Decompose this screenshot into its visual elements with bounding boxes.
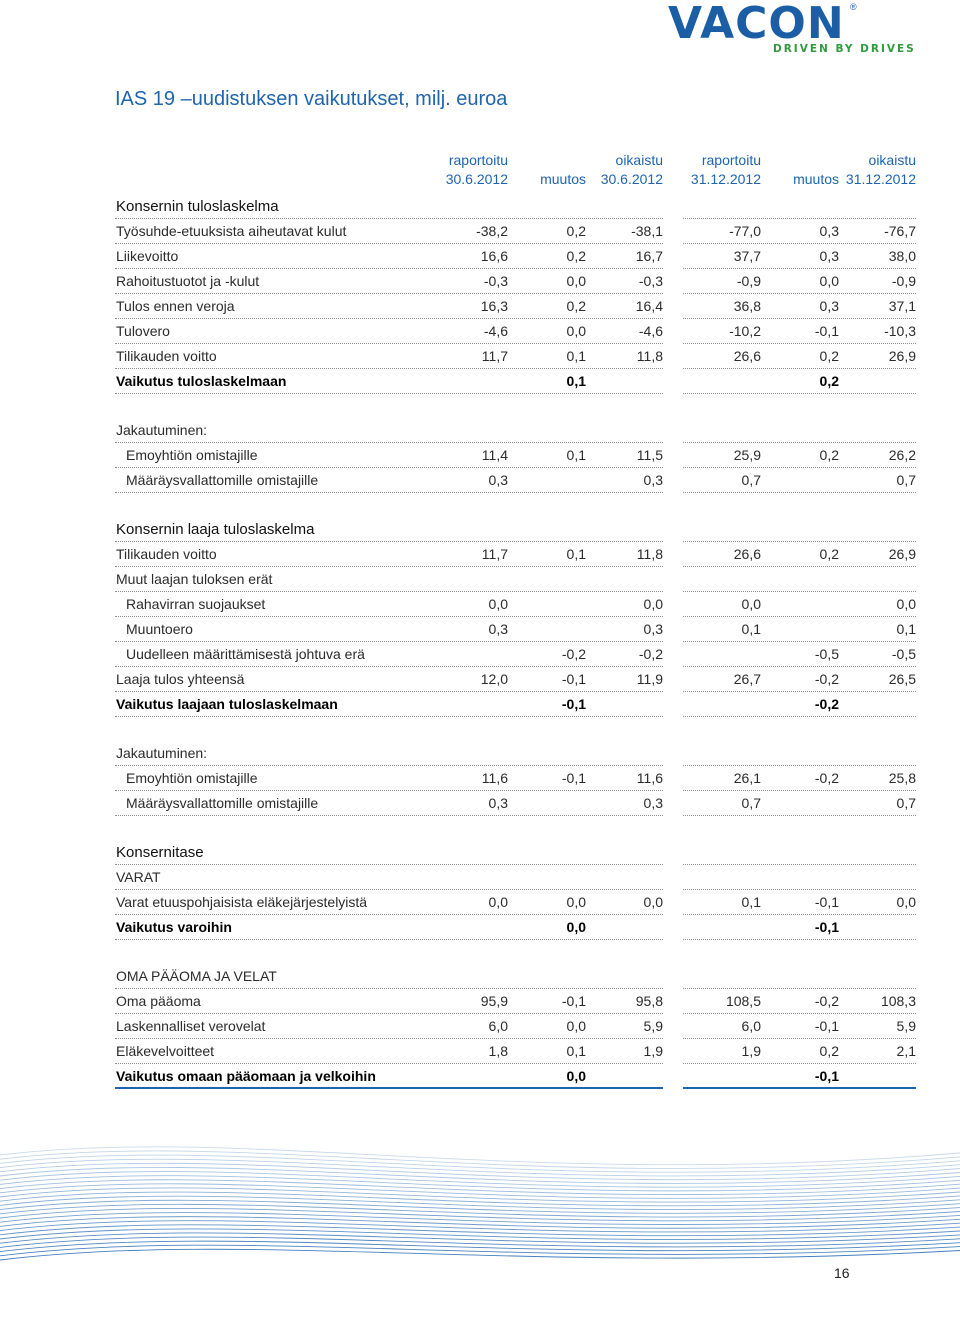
table-cell: 0,0 [896,596,916,612]
table-cell: 5,9 [643,1018,663,1034]
row-label: Laaja tulos yhteensä [116,671,245,687]
row-label: Tilikauden voitto [116,546,217,562]
table-cell: -0,1 [561,770,586,786]
table-cell: 0,0 [488,894,508,910]
table-cell: -76,7 [884,223,916,239]
logo-wordmark: VACON [668,0,845,49]
row-label: Emoyhtiön omistajille [126,447,258,463]
row-label: Vaikutus laajaan tuloslaskelmaan [116,696,338,712]
table-cell: 0,0 [566,919,586,935]
table-cell: 0,3 [488,621,508,637]
table-row [115,791,916,816]
header-line: 30.6.2012 [600,171,663,187]
table-row [115,418,916,443]
table-cell: 0,1 [741,894,761,910]
table-cell: -0,2 [814,770,839,786]
table-cell: -0,5 [891,646,916,662]
table-cell: 0,2 [819,447,839,463]
table-row [115,741,916,766]
table-cell: 26,7 [733,671,761,687]
table-cell: 38,0 [888,248,916,264]
table-cell: 16,4 [635,298,663,314]
table-cell: 11,7 [481,546,508,562]
table-cell: -0,3 [483,273,508,289]
table-cell: 26,9 [888,348,916,364]
table-cell: 0,1 [896,621,916,637]
table-cell: -0,2 [814,993,839,1009]
table-cell: 0,0 [566,273,586,289]
table-cell: 11,6 [481,770,508,786]
table-cell: -4,6 [483,323,508,339]
table-cell: 0,2 [819,348,839,364]
row-spacer [115,493,916,517]
row-label: Rahoitustuotot ja -kulut [116,273,260,289]
table-cell: -4,6 [638,323,663,339]
table-cell: 0,2 [566,298,586,314]
row-label: Emoyhtiön omistajille [126,770,258,786]
table-cell: 11,8 [636,348,663,364]
row-label: Määräysvallattomille omistajille [126,795,319,811]
table-cell: 6,0 [488,1018,508,1034]
row-label: Laskennalliset verovelat [116,1018,266,1034]
column-header-reported-dec [661,151,761,189]
table-row [115,989,916,1014]
row-label: Vaikutus varoihin [116,919,232,935]
row-label: Konsernin laaja tuloslaskelma [116,521,315,538]
header-line: muutos [540,171,586,187]
table-row [115,667,916,692]
table-cell: -0,9 [736,273,761,289]
row-label: Vaikutus tuloslaskelmaan [116,373,287,389]
table-row [115,1014,916,1039]
table-cell: 11,4 [481,447,508,463]
table-cell: 16,6 [480,248,508,264]
row-label: Tulos ennen veroja [116,298,235,314]
table-cell: 11,8 [636,546,663,562]
table-cell: 0,2 [819,1043,839,1059]
row-spacer [115,717,916,741]
row-label: Työsuhde-etuuksista aiheutavat kulut [116,223,347,239]
table-row [115,319,916,344]
row-label: Oma pääoma [116,993,201,1009]
table-cell: 0,2 [819,373,839,389]
table-cell: -10,2 [729,323,761,339]
table-cell: 26,5 [888,671,916,687]
table-cell: 36,8 [733,298,761,314]
header-line: 31.12.2012 [845,171,916,187]
table-cell: 11,9 [636,671,663,687]
table-cell: 0,0 [566,894,586,910]
table-cell: 0,7 [896,795,916,811]
table-cell: -10,3 [884,323,916,339]
table-cell: 26,2 [888,447,916,463]
table-cell: 12,0 [480,671,508,687]
header-line: 31.12.2012 [690,171,761,187]
table-cell: 0,1 [566,1043,586,1059]
table-cell: -0,9 [891,273,916,289]
table-row [115,865,916,890]
table-cell: 0,2 [566,223,586,239]
table-row [115,244,916,269]
table-row [115,443,916,468]
row-spacer [115,940,916,964]
table-row [115,642,916,667]
row-label: Jakautuminen: [116,745,208,761]
table-cell: 0,0 [566,323,586,339]
table-cell: 0,3 [643,621,663,637]
table-cell: 0,0 [819,273,839,289]
header-line: oikaistu [868,152,916,168]
table-cell: 0,1 [566,447,586,463]
table-cell: -0,2 [814,671,839,687]
table-row [115,1039,916,1064]
table-cell: 0,1 [566,546,586,562]
table-cell: -0,1 [561,671,586,687]
page-number: 16 [834,1265,850,1281]
table-cell: 25,8 [888,770,916,786]
row-label: Muut laajan tuloksen erät [116,571,273,587]
table-cell: -0,3 [638,273,663,289]
table-cell: 11,5 [636,447,663,463]
registered-mark: ® [850,2,857,12]
table-cell: 37,7 [733,248,761,264]
table-row [115,567,916,592]
table-cell: 0,7 [741,472,761,488]
table-cell: 16,3 [480,298,508,314]
table-cell: -0,1 [814,323,839,339]
table-row [115,766,916,791]
table-cell: 11,6 [636,770,663,786]
header-line: muutos [793,171,839,187]
table-cell: 0,0 [741,596,761,612]
header-line: 30.6.2012 [445,171,508,187]
table-cell: 2,1 [896,1043,916,1059]
table-cell: 5,9 [896,1018,916,1034]
table-cell: 0,1 [741,621,761,637]
table-row [115,344,916,369]
table-row [115,468,916,493]
table-cell: 0,3 [488,795,508,811]
table-cell: 0,3 [819,298,839,314]
logo-tagline: DRIVEN BY DRIVES [773,43,916,55]
table-cell: 25,9 [733,447,761,463]
table-cell: -0,1 [561,993,586,1009]
table-row [115,890,916,915]
table-cell: -0,2 [561,646,586,662]
vacon-logo [668,0,916,60]
table-row [115,692,916,717]
row-label: VARAT [116,869,161,885]
row-spacer [115,816,916,840]
table-cell: -0,1 [814,894,839,910]
page-title: IAS 19 –uudistuksen vaikutukset, milj. euroa [115,88,508,110]
table-cell: 0,2 [819,546,839,562]
row-label: Määräysvallattomille omistajille [126,472,319,488]
table-row [115,964,916,989]
row-label: Jakautuminen: [116,422,208,438]
row-label: Konsernin tuloslaskelma [116,198,279,215]
header-line: raportoitu [448,152,508,168]
table-cell: 95,9 [480,993,508,1009]
table-cell: -38,2 [476,223,508,239]
table-cell: 26,6 [733,348,761,364]
table-cell: 0,3 [819,223,839,239]
table-cell: 26,6 [733,546,761,562]
row-spacer [115,394,916,418]
row-label: Muuntoero [126,621,193,637]
table-cell: -38,1 [631,223,663,239]
section-heading-row [115,517,916,542]
table-cell: 1,9 [741,1043,761,1059]
decorative-wave-lines [0,1125,960,1275]
header-line: raportoitu [701,152,761,168]
table-cell: 0,3 [643,795,663,811]
ias19-effects-table [115,194,916,1089]
header-line: oikaistu [615,152,663,168]
row-label: Konsernitase [116,844,204,861]
table-row [115,369,916,394]
table-cell: -0,2 [814,696,839,712]
table-row [115,915,916,940]
table-cell: 37,1 [888,298,916,314]
row-label: OMA PÄÄOMA JA VELAT [116,968,277,984]
table-row [115,219,916,244]
row-label: Liikevoitto [116,248,179,264]
table-row [115,542,916,567]
row-label: Varat etuuspohjaisista eläkejärjestelyistä [116,894,368,910]
table-cell: 0,0 [643,894,663,910]
table-cell: -0,1 [814,1068,839,1084]
column-header-restated-jun [570,151,663,189]
table-cell: 0,3 [819,248,839,264]
table-cell: 0,3 [643,472,663,488]
row-label: Tulovero [116,323,170,339]
table-row [115,592,916,617]
table-cell: -77,0 [729,223,761,239]
table-row [115,294,916,319]
table-cell: 26,9 [888,546,916,562]
table-row [115,1064,916,1089]
table-row [115,617,916,642]
table-cell: -0,2 [638,646,663,662]
table-cell: 0,2 [566,248,586,264]
table-cell: 16,7 [635,248,663,264]
row-label: Eläkevelvoitteet [116,1043,215,1059]
table-cell: 95,8 [635,993,663,1009]
row-label: Rahavirran suojaukset [126,596,266,612]
table-cell: 0,0 [488,596,508,612]
table-cell: 6,0 [741,1018,761,1034]
table-cell: -0,1 [561,696,586,712]
section-heading-row [115,840,916,865]
row-label: Tilikauden voitto [116,348,217,364]
wave-line [0,1147,960,1165]
table-cell: 1,8 [488,1043,508,1059]
table-cell: 0,0 [566,1068,586,1084]
table-cell: 0,0 [566,1018,586,1034]
row-label: Uudelleen määrittämisestä johtuva erä [126,646,365,662]
table-cell: 0,3 [488,472,508,488]
table-cell: 108,5 [725,993,761,1009]
table-cell: 0,1 [566,348,586,364]
table-cell: 1,9 [643,1043,663,1059]
table-cell: -0,5 [814,646,839,662]
table-cell: 0,7 [741,795,761,811]
table-cell: 0,1 [566,373,586,389]
section-heading-row [115,194,916,219]
table-cell: 108,3 [880,993,916,1009]
table-cell: 0,0 [643,596,663,612]
table-cell: 26,1 [733,770,761,786]
table-cell: 11,7 [481,348,508,364]
row-label: Vaikutus omaan pääomaan ja velkoihin [116,1068,376,1084]
table-cell: 0,7 [896,472,916,488]
column-header-restated-dec [816,151,916,189]
table-cell: -0,1 [814,1018,839,1034]
table-cell: 0,0 [896,894,916,910]
table-row [115,269,916,294]
column-header-reported-jun [415,151,508,189]
table-cell: -0,1 [814,919,839,935]
